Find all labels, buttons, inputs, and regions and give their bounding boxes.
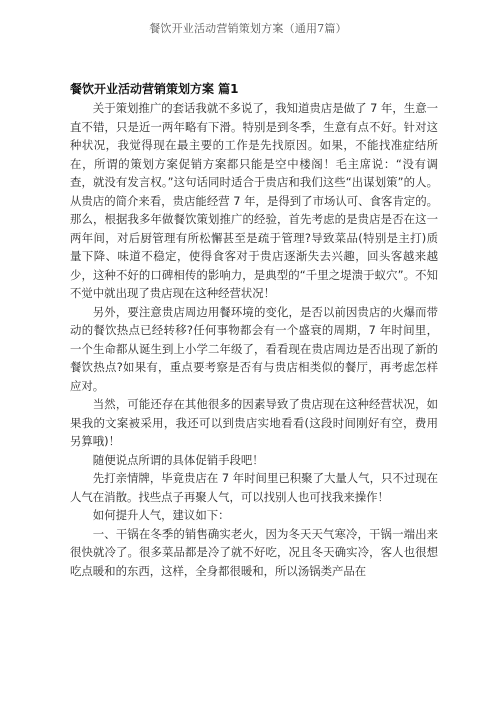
paragraph: 随便说点所谓的具体促销手段吧！: [92, 452, 264, 467]
paragraph: 如何提升人气，建议如下：: [92, 508, 230, 522]
document-title: 餐饮开业活动营销策划方案（通用7篇）: [149, 22, 347, 35]
article-heading: 餐饮开业活动营销策划方案 篇1: [70, 82, 239, 96]
paragraph: 另外，要注意贵店周边用餐环境的变化，是否以前因贵店的火爆而带动的餐饮热点已经转移?任何事物都会有一个盛衰的周期，7 年时间里，一个生命都从诞生到上小学二年级了，看看现在贵店周边是否出现了新的餐饮热点?如果有，重点要考察是否有与贵店相类似的餐厅，再考虑怎样应对。: [70, 304, 438, 393]
paragraph: 先打亲情牌，毕竟贵店在 7 年时间里已积聚了大量人气，只不过现在人气在消散。找些点子再聚人气，可以找别人也可找我来操作！: [70, 471, 438, 504]
paragraph: 当然，可能还存在其他很多的因素导致了贵店现在这种经营状况，如果我的文案被采用，我还可以到贵店实地看看(这段时间刚好有空，费用另算哦)！: [70, 397, 438, 448]
paragraph: 一、干锅在冬季的销售确实老火，因为冬天天气寒冷，干锅一端出来很快就冷了。很多菜品都是冷了就不好吃，况且冬天确实冷，客人也很想吃点暖和的东西，这样，全身都很暖和，所以汤锅类产品在: [70, 526, 438, 578]
article: [70, 81, 438, 580]
paragraph: 关于策划推广的套话我就不多说了，我知道贵店是做了 7 年，生意一直不错，只是近一两年略有下滑。特别是到冬季，生意有点不好。针对这种状况，我觉得现在最主要的工作是先找原因。如果，不能找准症结所在，所谓的策划方案促销方案都只能是空中楼阁！毛主席说：“没有调查，就没有发言权。”这句话同时适合于贵店和我们这些“出谋划策”的人。从贵店的简介来看，贵店能经营 7 年，是得到了市场认可、食客肯定的。那么，根据我多年做餐饮策划推广的经验，首先考虑的是贵店是否在这一两年间，对后厨管理有所松懈甚至是疏于管理?导致菜品(特别是主打)质量下降、味道不稳定，使得食客对于贵店逐渐失去兴趣，回头客越来越少，这种不好的口碑相传的影响力，是典型的“千里之堤溃于蚁穴”。不知不觉中就出现了贵店现在这种经营状况！: [70, 101, 438, 300]
